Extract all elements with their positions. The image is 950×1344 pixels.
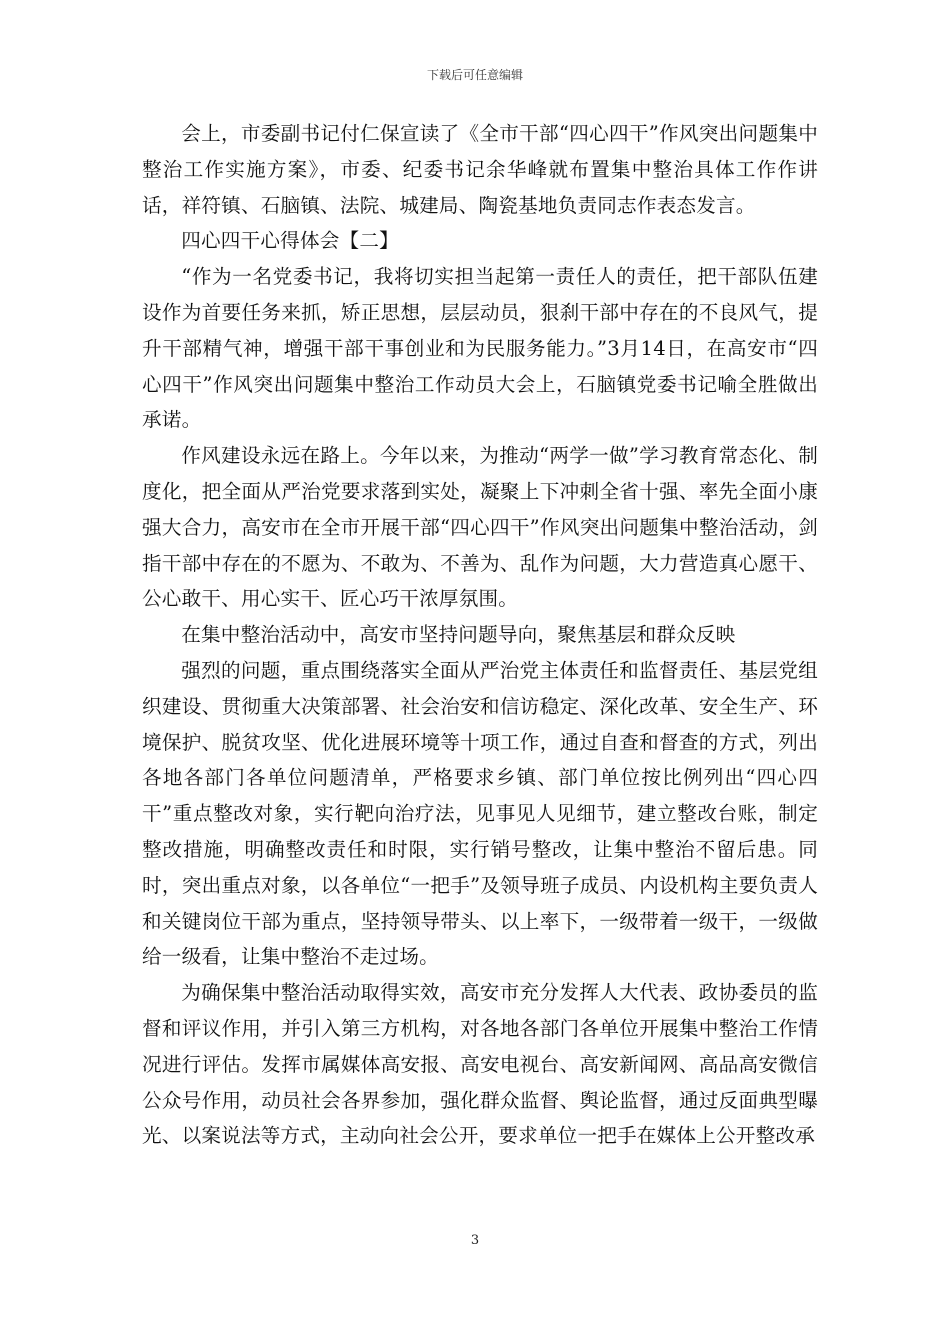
paragraph-4: 在集中整治活动中，高安市坚持问题导向，聚焦基层和群众反映 xyxy=(181,623,736,647)
document-body xyxy=(142,116,818,1154)
paragraph-5: 强烈的问题，重点围绕落实全面从严治党主体责任和监督责任、基层党组织建设、贯彻重大决策部署、社会治安和信访稳定、深化改革、安全生产、环境保护、脱贫攻坚、优化进展环境等十项工作，通过自查和督查的方式，列出各地各部门各单位问题清单，严格要求乡镇、部门单位按比例列出“四心四干”重点整改对象，实行靶向治疗法，见事见人见细节，建立整改台账，制定整改措施，明确整改责任和时限，实行销号整改，让集中整治不留后患。同时，突出重点对象，以各单位“一把手”及领导班子成员、内设机构主要负责人和关键岗位干部为重点，坚持领导带头、以上率下，一级带着一级干，一级做给一级看，让集中整治不走过场。 xyxy=(142,658,818,969)
section-heading: 四心四干心得体会【二】 xyxy=(181,229,399,253)
paragraph-2: “作为一名党委书记，我将切实担当起第一责任人的责任，把干部队伍建设作为首要任务来抓，矫正思想，层层动员，狠刹干部中存在的不良风气，提升干部精气神，增强干部干事创业和为民服务能力。”3月14日，在高安市“四心四干”作风突出问题集中整治工作动员大会上，石脑镇党委书记喻全胜做出承诺。 xyxy=(142,265,818,432)
page-number: 3 xyxy=(470,1233,480,1248)
paragraph-1: 会上，市委副书记付仁保宣读了《全市干部“四心四干”作风突出问题集中整治工作实施方案》，市委、纪委书记余华峰就布置集中整治具体工作作讲话，祥符镇、石脑镇、法院、城建局、陶瓷基地负责同志作表态发言。 xyxy=(142,122,818,217)
paragraph-3: 作风建设永远在路上。今年以来，为推动“两学一做”学习教育常态化、制度化，把全面从严治党要求落到实处，凝聚上下冲刺全省十强、率先全面小康强大合力，高安市在全市开展干部“四心四干”作风突出问题集中整治活动，剑指干部中存在的不愿为、不敢为、不善为、乱作为问题，大力营造真心愿干、公心敢干、用心实干、匠心巧干浓厚氛围。 xyxy=(142,444,818,611)
paragraph-6: 为确保集中整治活动取得实效，高安市充分发挥人大代表、政协委员的监督和评议作用，并引入第三方机构，对各地各部门各单位开展集中整治工作情况进行评估。发挥市属媒体高安报、高安电视台、高安新闻网、高品高安微信公众号作用，动员社会各界参加，强化群众监督、舆论监督，通过反面典型曝光、以案说法等方式，主动向社会公开，要求单位一把手在媒体上公开整改承 xyxy=(142,981,818,1148)
page-header: 下载后可任意编辑 xyxy=(426,68,523,82)
